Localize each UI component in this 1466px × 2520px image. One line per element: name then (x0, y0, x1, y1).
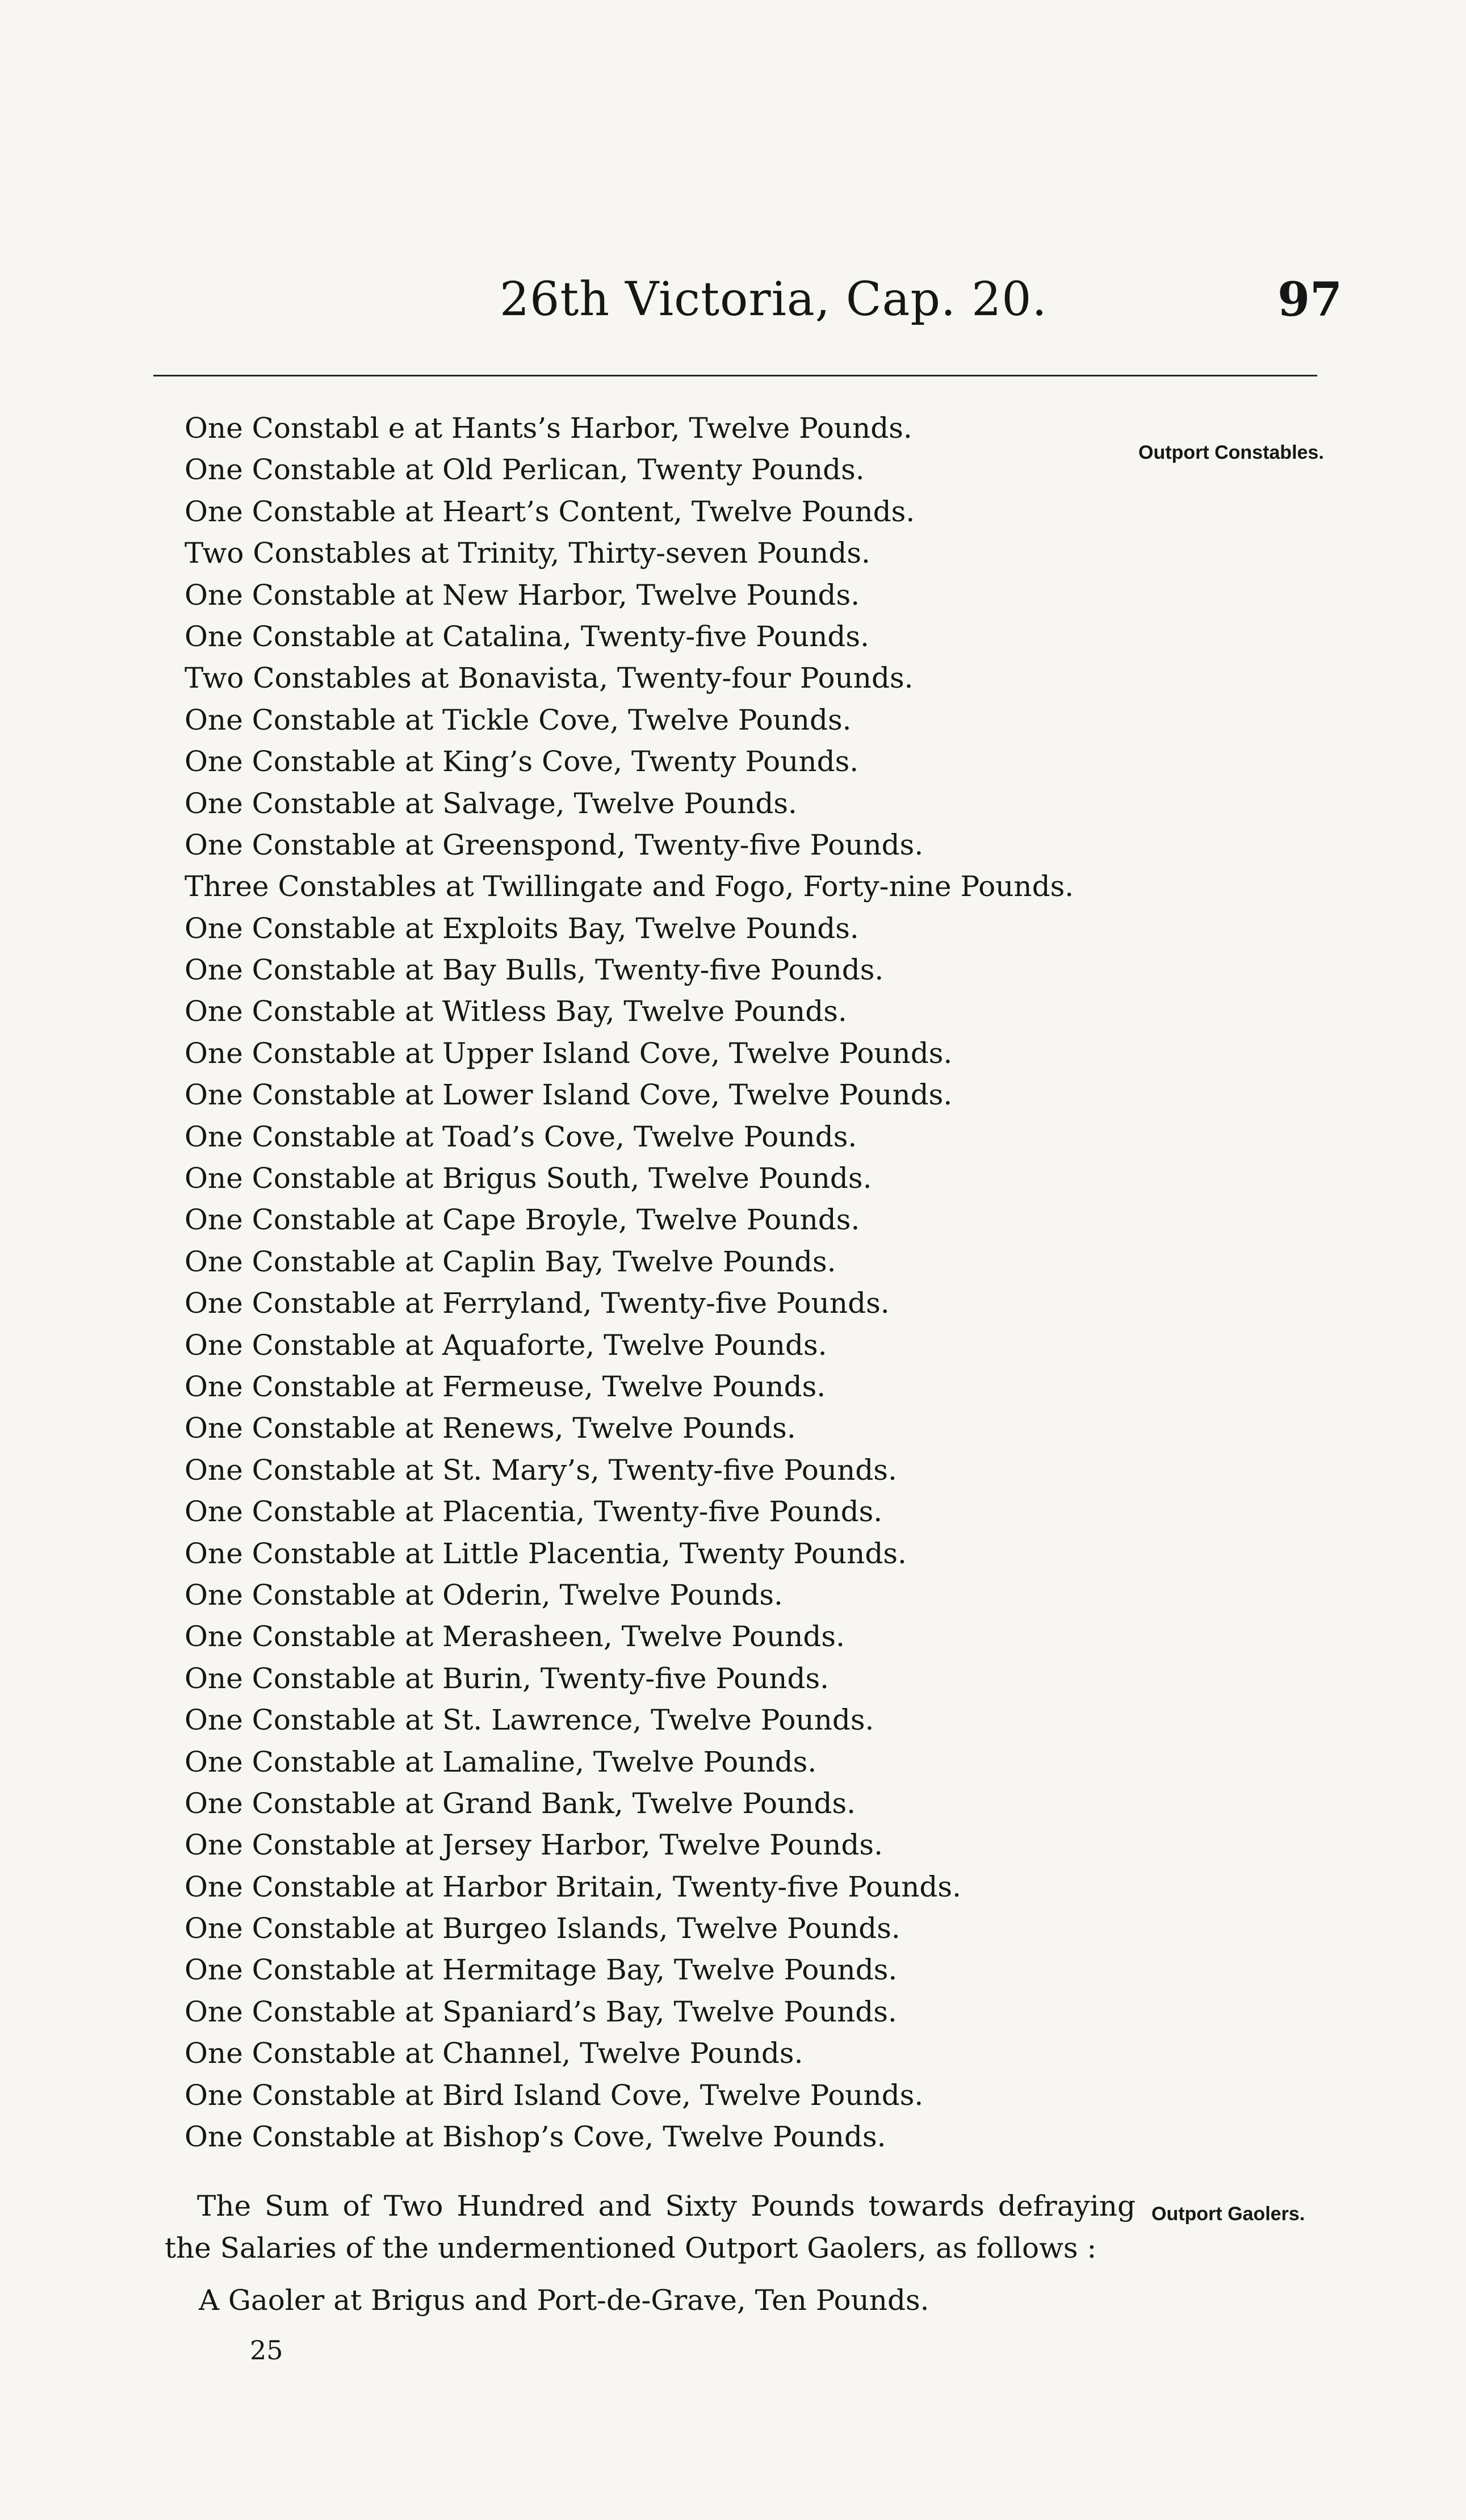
list-item: One Constable at Brigus South, Twelve Pounds. (185, 1162, 872, 1195)
list-item: One Constable at Harbor Britain, Twenty-five Pounds. (185, 1870, 961, 1903)
page-header (0, 273, 1466, 346)
list-item: One Constable at Burgeo Islands, Twelve Pounds. (185, 1912, 900, 1945)
list-item: One Constable at Bishop’s Cove, Twelve Pounds. (185, 2120, 886, 2154)
list-item: Two Constables at Bonavista, Twenty-four Pounds. (185, 662, 914, 695)
list-item: One Constable at Placentia, Twenty-five Pounds. (185, 1495, 883, 1529)
list-item: One Constable at Cape Broyle, Twelve Pounds. (185, 1203, 860, 1237)
list-item: One Constable at St. Mary’s, Twenty-five Pounds. (185, 1453, 897, 1487)
list-item: One Constable at St. Lawrence, Twelve Pounds. (185, 1703, 874, 1737)
list-item: One Constable at Upper Island Cove, Twelve Pounds. (185, 1036, 953, 1070)
list-item: One Constable at Hermitage Bay, Twelve Pounds. (185, 1953, 898, 1987)
header-rule (153, 375, 1317, 376)
list-item: One Constable at Aquaforte, Twelve Pounds. (185, 1328, 827, 1362)
list-item: One Constabl e at Hants’s Harbor, Twelve Pounds. (185, 412, 912, 445)
list-item: One Constable at Catalina, Twenty-five Pounds. (185, 619, 869, 653)
list-item: One Constable at Old Perlican, Twenty Pounds. (185, 453, 865, 487)
list-item: One Constable at Lower Island Cove, Twelve Pounds. (185, 1078, 953, 1112)
list-item: Two Constables at Trinity, Thirty-seven Pounds. (185, 537, 870, 570)
list-item: Three Constables at Twillingate and Fogo, Forty-nine Pounds. (185, 870, 1074, 903)
list-item: One Constable at Bird Island Cove, Twelve Pounds. (185, 2078, 924, 2112)
margin-note-outport-gaolers: Outport Gaolers. (1151, 2203, 1305, 2225)
list-item: One Constable at Greenspond, Twenty-five Pounds. (185, 828, 924, 861)
list-item: One Constable at Salvage, Twelve Pounds. (185, 786, 797, 820)
list-item: One Constable at Merasheen, Twelve Pounds. (185, 1620, 845, 1654)
list-item: One Constable at Bay Bulls, Twenty-five Pounds. (185, 953, 884, 987)
list-item: One Constable at Exploits Bay, Twelve Pounds. (185, 911, 859, 945)
list-item: One Constable at Grand Bank, Twelve Pounds. (185, 1786, 856, 1820)
list-item: One Constable at Little Placentia, Twenty Pounds. (185, 1537, 907, 1570)
gaolers-paragraph: The Sum of Two Hundred and Sixty Pounds towards defraying the Salaries of the undermentioned Outport Gaolers, as follows : (165, 2190, 1136, 2264)
list-item: One Constable at Jersey Harbor, Twelve Pounds. (185, 1828, 883, 1862)
list-item: One Constable at King’s Cove, Twenty Pounds. (185, 745, 859, 778)
list-item: One Constable at Toad’s Cove, Twelve Pounds. (185, 1120, 857, 1153)
margin-note-outport-constables: Outport Constables. (1138, 442, 1324, 463)
list-item: One Constable at Witless Bay, Twelve Pounds. (185, 995, 847, 1028)
list-item: One Constable at Oderin, Twelve Pounds. (185, 1578, 783, 1611)
signature-mark: 25 (250, 2335, 283, 2366)
running-title: 26th Victoria, Cap. 20. (500, 273, 1048, 326)
list-item: One Constable at Fermeuse, Twelve Pounds. (185, 1370, 826, 1403)
list-item: One Constable at Channel, Twelve Pounds. (185, 2037, 803, 2070)
list-item: One Constable at Burin, Twenty-five Pounds. (185, 1661, 830, 1695)
list-item: One Constable at Renews, Twelve Pounds. (185, 1412, 796, 1445)
list-item: One Constable at Caplin Bay, Twelve Pounds. (185, 1245, 836, 1278)
list-item: One Constable at Ferryland, Twenty-five Pounds. (185, 1287, 890, 1320)
list-item: One Constable at Heart’s Content, Twelve Pounds. (185, 495, 915, 528)
list-item: One Constable at New Harbor, Twelve Pounds. (185, 578, 860, 612)
list-item: One Constable at Spaniard’s Bay, Twelve Pounds. (185, 1995, 897, 2028)
gaoler-entry: A Gaoler at Brigus and Port-de-Grave, Ten Pounds. (199, 2284, 929, 2317)
page-number: 97 (1277, 273, 1343, 327)
list-item: One Constable at Tickle Cove, Twelve Pounds. (185, 703, 852, 736)
list-item: One Constable at Lamaline, Twelve Pounds. (185, 1745, 817, 1778)
constable-list (185, 408, 1178, 2158)
